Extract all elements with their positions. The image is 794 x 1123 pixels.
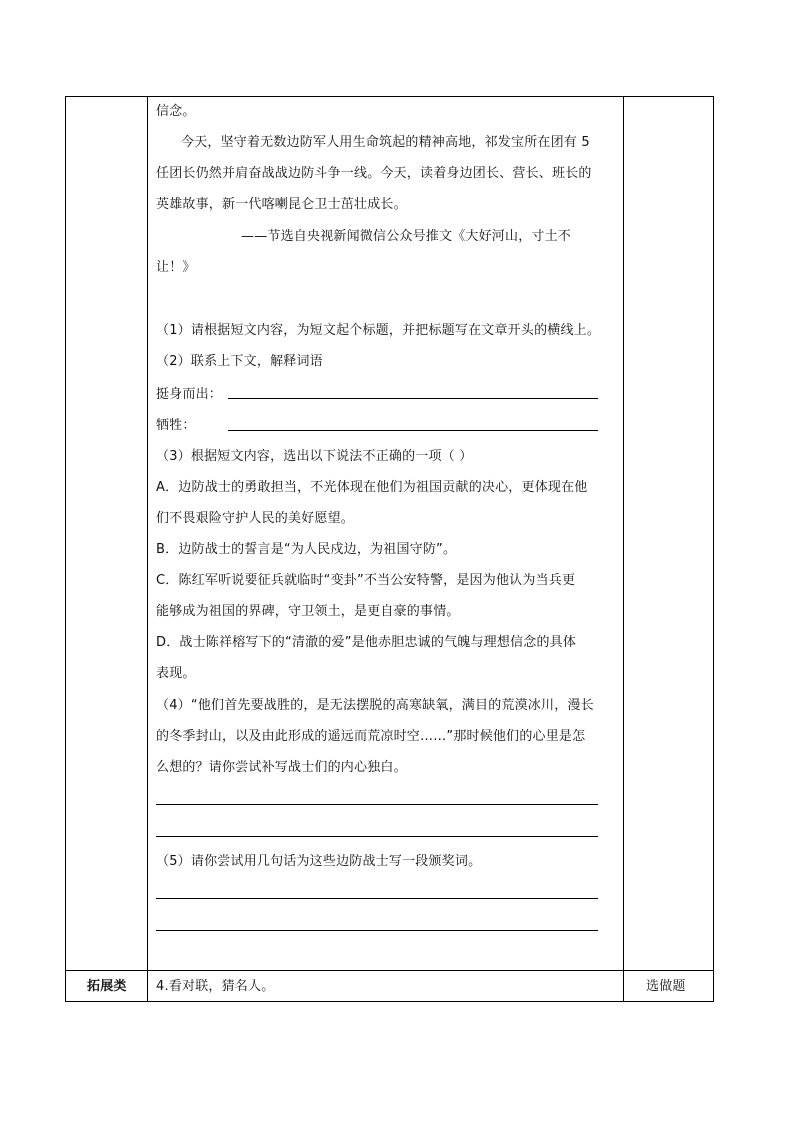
answer-line[interactable]	[156, 930, 598, 931]
note-text: 选做题	[646, 979, 686, 994]
passage-source: 让！》	[156, 260, 196, 275]
option-d: D．战士陈祥榕写下的“清澈的爱”是他赤胆忠诚的气魄与理想信念的具体	[156, 635, 577, 650]
column-divider	[623, 97, 624, 1001]
option-c: C．陈红军听说要征兵就临时“变卦”不当公安特警，是因为他认为当兵更	[156, 573, 576, 588]
question-5: （5）请你尝试用几句话为这些边防战士写一段颁奖词。	[156, 854, 482, 869]
question-4: （4）“他们首先要战胜的，是无法摆脱的高寒缺氧，满目的荒漠冰川，漫长	[156, 698, 594, 713]
answer-line[interactable]	[228, 430, 598, 431]
option-a: A．边防战士的勇敢担当，不光体现在他们为祖国贡献的决心，更体现在他	[156, 480, 588, 495]
question-4-cont: 的冬季封山，以及由此形成的遥远而荒凉时空……”那时候他们的心里是怎	[156, 729, 586, 744]
category-label: 拓展类	[87, 979, 127, 994]
option-c-cont: 能够成为祖国的界碑，守卫领土，是更自豪的事情。	[156, 604, 460, 619]
passage-line: 任团长仍然并肩奋战战边防斗争一线。今天，读着身边团长、营长、班长的	[156, 166, 592, 181]
question-2: （2）联系上下文，解释词语	[156, 354, 323, 369]
term-label: 牺牲：	[156, 418, 196, 433]
passage-line: 今天，坚守着无数边防军人用生命筑起的精神高地，祁发宝所在团有 5	[181, 135, 590, 150]
term-label: 挺身而出：	[156, 387, 223, 402]
passage-line: 英雄故事，新一代喀喇昆仑卫士茁壮成长。	[156, 197, 407, 212]
column-divider	[147, 97, 148, 1001]
passage-source: ——节选自央视新闻微信公众号推文《大好河山，寸土不	[241, 229, 572, 244]
answer-line[interactable]	[156, 836, 598, 837]
answer-line[interactable]	[228, 398, 598, 399]
question-3: （3）根据短文内容，选出以下说法不正确的一项（ ）	[156, 449, 473, 464]
answer-line[interactable]	[156, 804, 598, 805]
answer-line[interactable]	[156, 898, 598, 899]
question-4-cont: 么想的？请你尝试补写战士们的内心独白。	[156, 760, 407, 775]
option-a-cont: 们不畏艰险守护人民的美好愿望。	[156, 511, 355, 526]
task-text: 4.看对联，猜名人。	[156, 979, 275, 994]
option-b: B．边防战士的誓言是“为人民戍边，为祖国守防”。	[156, 542, 457, 557]
option-d-cont: 表现。	[156, 666, 196, 681]
question-1: （1）请根据短文内容，为短文起个标题，并把标题写在文章开头的横线上。	[156, 323, 601, 338]
passage-line: 信念。	[156, 104, 196, 119]
row-divider	[66, 970, 713, 971]
